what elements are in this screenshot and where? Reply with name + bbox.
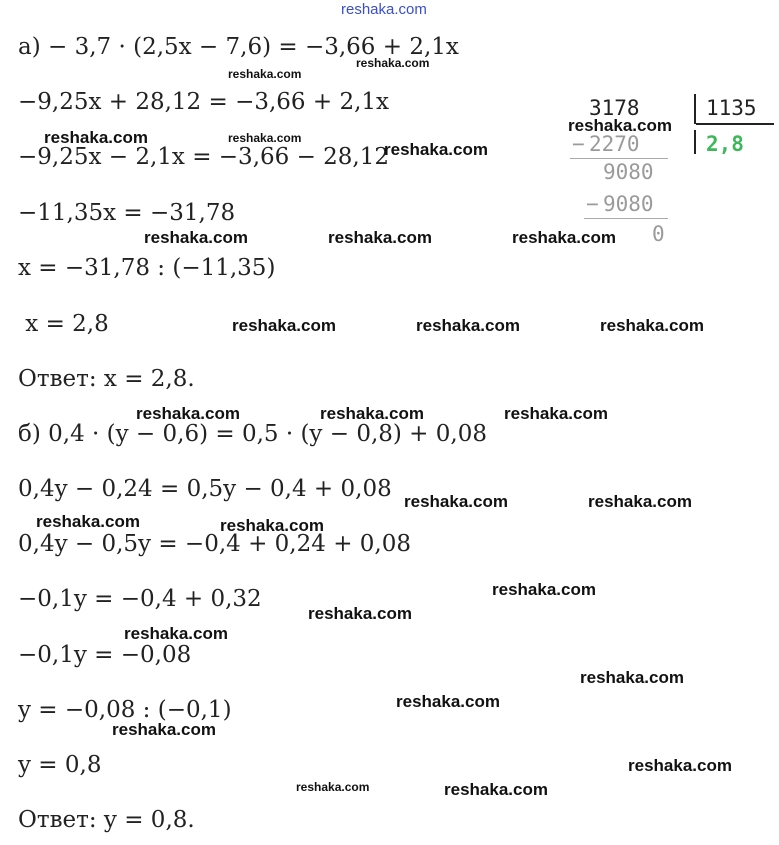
watermark: reshaka.com	[512, 228, 616, 247]
watermark: reshaka.com	[580, 668, 684, 687]
watermark: reshaka.com	[588, 492, 692, 511]
remainder-1: 9080	[603, 160, 654, 184]
watermark: reshaka.com	[44, 128, 148, 147]
divisor: 1135	[706, 96, 757, 120]
answer-a: Ответ: x = 2,8.	[18, 366, 195, 392]
quotient-bar	[694, 130, 696, 154]
watermark: reshaka.com	[600, 316, 704, 335]
equation-a-line-4: −11,35x = −31,78	[18, 200, 236, 226]
watermark: reshaka.com	[320, 404, 424, 423]
subtrahend-1: 2270	[589, 132, 640, 156]
watermark: reshaka.com	[228, 131, 302, 145]
equation-b-line-1: б) 0,4 · (y − 0,6) = 0,5 · (y − 0,8) + 0,08	[18, 421, 487, 447]
equation-b-line-5: −0,1y = −0,08	[18, 642, 192, 668]
watermark: reshaka.com	[136, 404, 240, 423]
equation-a-line-5: x = −31,78 : (−11,35)	[18, 255, 276, 281]
remainder-2: 0	[652, 222, 665, 246]
minus-sign-1: −	[572, 132, 585, 156]
equation-a-line-3: −9,25x − 2,1x = −3,66 − 28,12	[18, 144, 390, 170]
equation-b-line-3: 0,4y − 0,5y = −0,4 + 0,24 + 0,08	[18, 531, 411, 557]
watermark: reshaka.com	[112, 720, 216, 739]
watermark: reshaka.com	[308, 604, 412, 623]
step-line-2	[584, 218, 668, 219]
division-bar-horizontal	[696, 123, 774, 125]
watermark: reshaka.com	[356, 56, 430, 70]
watermark: reshaka.com	[36, 512, 140, 531]
subtrahend-2: 9080	[603, 192, 654, 216]
watermark: reshaka.com	[144, 228, 248, 247]
watermark: reshaka.com	[232, 316, 336, 335]
equation-b-line-2: 0,4y − 0,24 = 0,5y − 0,4 + 0,08	[18, 476, 392, 502]
quotient: 2,8	[706, 132, 744, 156]
watermark: reshaka.com	[296, 780, 370, 794]
watermark: reshaka.com	[396, 692, 500, 711]
watermark: reshaka.com	[384, 140, 488, 159]
answer-b: Ответ: y = 0,8.	[18, 807, 195, 833]
watermark-top: reshaka.com	[341, 1, 427, 18]
watermark: reshaka.com	[568, 116, 672, 135]
watermark: reshaka.com	[124, 624, 228, 643]
watermark: reshaka.com	[328, 228, 432, 247]
step-line-1	[570, 158, 668, 159]
watermark: reshaka.com	[228, 67, 302, 81]
equation-a-line-1: а) − 3,7 · (2,5x − 7,6) = −3,66 + 2,1x	[18, 34, 459, 60]
watermark: reshaka.com	[416, 316, 520, 335]
watermark: reshaka.com	[628, 756, 732, 775]
watermark: reshaka.com	[444, 780, 548, 799]
equation-b-line-7: y = 0,8	[18, 752, 102, 778]
watermark: reshaka.com	[220, 516, 324, 535]
watermark: reshaka.com	[504, 404, 608, 423]
watermark: reshaka.com	[492, 580, 596, 599]
equation-a-line-6: x = 2,8	[18, 311, 109, 337]
dividend: 3178	[589, 96, 640, 120]
watermark: reshaka.com	[404, 492, 508, 511]
equation-b-line-6: y = −0,08 : (−0,1)	[18, 697, 232, 723]
division-bar-vertical	[694, 94, 696, 124]
equation-b-line-4: −0,1y = −0,4 + 0,32	[18, 586, 262, 612]
equation-a-line-2: −9,25x + 28,12 = −3,66 + 2,1x	[18, 89, 390, 115]
minus-sign-2: −	[586, 192, 599, 216]
